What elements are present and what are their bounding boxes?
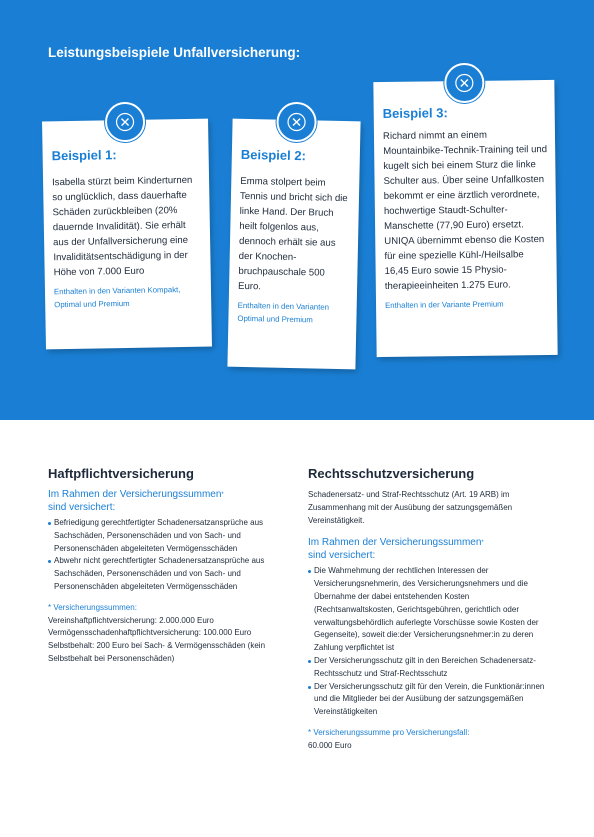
haftpflicht-subtitle-text: Im Rahmen der Versicherungssummen — [48, 489, 222, 500]
rechtsschutz-subtitle-cont: sind versichert: — [308, 549, 376, 561]
close-x-icon-glyph — [286, 112, 306, 132]
card-text: Richard nimmt an einem Mountainbike-Technik-Training teil und kugelt sich bei einem Sturz die linke Schulter aus. Über seine Unfallkosten bekommt er eine ärztlich verordnete, hochwertige Staudt-Schulter-Manschette (77,90 Euro) ersetzt. UNIQA übernimmt ebenso die Kosten für eine spezielle Kühl-/Heilsalbe 16,45 Euro sowie 15 Physiotherapieeinheiten 1.275 Euro. — [382, 129, 548, 292]
list-item: Der Versicherungsschutz gilt für den Verein, die Funktionär:innen und die Mitglieder bei der Ausübung der satzungsgemäßen Vereinstätigkeiten — [308, 681, 548, 719]
close-x-icon — [444, 63, 484, 103]
rechtsschutz-list — [308, 565, 548, 719]
haftpflicht-footnote-head: * Versicherungssummen: — [48, 602, 137, 612]
section-title: Leistungsbeispiele Unfallversicherung: — [48, 45, 301, 60]
list-item: Befriedigung gerechtfertigter Schadenersatzansprüche aus Sachschäden, Personenschäden und von Sach- und Personenschäden abgeleiteten Vermögensschäden — [48, 517, 280, 555]
card-note: Enthalten in den Varianten Kompakt, Optimal und Premium — [53, 285, 181, 309]
card-heading: Beispiel 2: — [240, 146, 307, 164]
list-item: Der Versicherungsschutz gilt in den Bereichen Schadenersatz-Rechtsschutz und Straf-Rechtsschutz — [308, 655, 548, 681]
list-item: Abwehr nicht gerechtfertigter Schadenersatzansprüche aus Sachschäden, Personenschäden und von Sach- und Personenschäden abgeleiteten Vermögensschäden — [48, 555, 280, 593]
card-text: Emma stolpert beim Tennis und bricht sich die linke Hand. Der Bruch heilt folgenlos aus, dennoch erhält sie aus der Knochenbruchpauschale 500 Euro. — [237, 175, 348, 293]
close-x-icon — [276, 102, 317, 143]
list-item: Die Wahrnehmung der rechtlichen Interessen der Versicherungsnehmerin, des Versicherungsnehmers und die Übernahme der dabei entstehenden Kosten (Rechtsanwaltskosten, Gerichtsgebühren, gerichtlich oder verwaltungsbehördlich auferlegte Vorschüsse sowie Kosten der Gegenseite), soweit die:der Versicherungsnehmer:in zu deren Zahlung verpflichtet ist — [308, 565, 548, 655]
example-card-2 — [227, 119, 360, 370]
footnote-line: Selbstbehalt: 200 Euro bei Sach- & Vermögensschäden (kein Selbstbehalt bei Personenschäden) — [48, 641, 266, 663]
rechtsschutz-subtitle — [308, 537, 548, 562]
haftpflicht-subtitle — [48, 489, 280, 514]
footnote-line: 60.000 Euro — [308, 740, 352, 750]
card-text: Isabella stürzt beim Kinderturnen so unglücklich, dass dauerhafte Schäden zurückbleiben (20% dauernde Invalidität). Sie erhält aus der Unfallversicherung eine Invaliditätsentschädigung in der Höhe von 7.000 Euro — [51, 174, 193, 279]
footnote-mark: * — [221, 492, 224, 498]
example-card-3 — [373, 80, 557, 357]
close-x-icon-glyph — [454, 73, 474, 93]
card-heading: Beispiel 1: — [51, 147, 117, 164]
card-note: Enthalten in den Varianten Optimal und Premium — [237, 300, 330, 324]
haftpflicht-title: Haftpflichtversicherung — [48, 466, 194, 481]
rechtsschutz-subtitle-text: Im Rahmen der Versicherungssummen — [308, 537, 482, 549]
haftpflicht-subtitle-cont: sind versichert: — [48, 501, 116, 513]
rechtsschutz-intro: Schadenersatz- und Straf-Rechtsschutz (Art. 19 ARB) im Zusammenhang mit der Ausübung der satzungsgemäßen Vereinstätigkeit. — [308, 490, 513, 525]
rechtsschutz-title: Rechtsschutzversicherung — [308, 466, 475, 481]
close-x-icon — [105, 102, 146, 143]
footnote-line: Vermögensschadenhaftpflichtversicherung: 100.000 Euro — [48, 628, 252, 638]
card-note: Enthalten in der Variante Premium — [385, 299, 504, 310]
haftpflicht-list — [48, 517, 280, 594]
haftpflicht-section — [48, 466, 280, 666]
rechtsschutz-footnote-head: * Versicherungssumme pro Versicherungsfall: — [308, 727, 470, 737]
rechtsschutz-section — [308, 466, 548, 753]
footnote-line: Vereinshaftpflichtversicherung: 2.000.000 Euro — [48, 615, 214, 625]
close-x-icon-glyph — [115, 112, 135, 132]
example-card-1 — [42, 119, 212, 350]
footnote-mark: * — [481, 540, 484, 547]
card-heading: Beispiel 3: — [382, 105, 448, 122]
